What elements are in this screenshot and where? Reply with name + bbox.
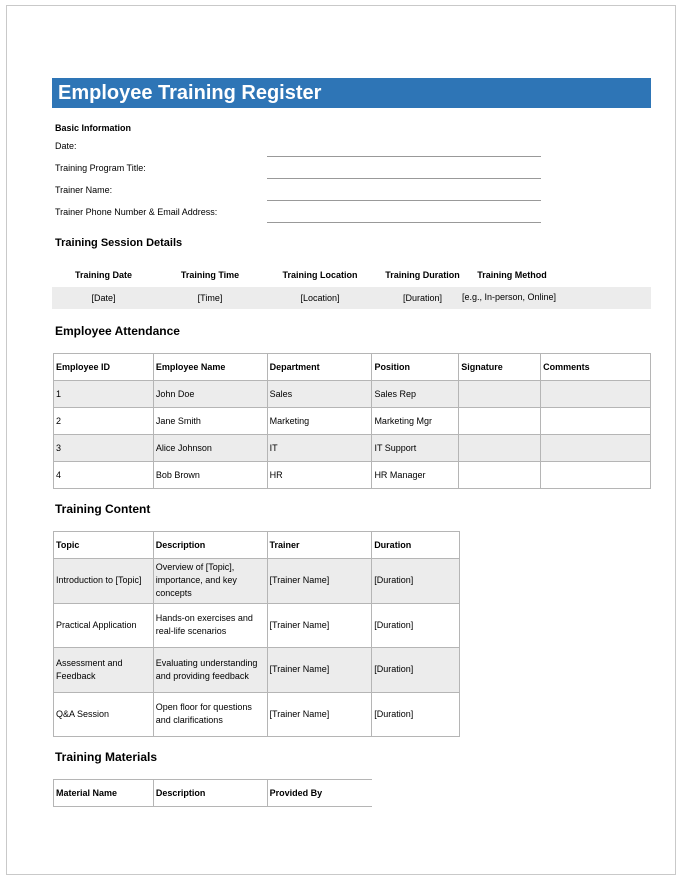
- signature-cell[interactable]: [459, 381, 541, 408]
- position-cell: Sales Rep: [372, 381, 459, 408]
- program-title-label: Training Program Title:: [55, 163, 146, 173]
- description-cell: Overview of [Topic], importance, and key concepts: [153, 559, 267, 604]
- materials-header-row: [54, 780, 373, 807]
- employee-name-cell: Alice Johnson: [153, 435, 267, 462]
- topic-cell: Q&A Session: [54, 692, 154, 737]
- col-material-description: Description: [153, 780, 267, 807]
- training-content-heading: Training Content: [55, 502, 151, 516]
- department-cell: HR: [267, 462, 372, 489]
- attendance-heading: Employee Attendance: [55, 324, 180, 338]
- col-description: Description: [153, 532, 267, 559]
- page-title: Employee Training Register: [52, 78, 651, 108]
- col-provided-by: Provided By: [267, 780, 372, 807]
- employee-id-cell: 1: [54, 381, 154, 408]
- col-employee-name: Employee Name: [153, 354, 267, 381]
- session-header-time: Training Time: [180, 270, 240, 280]
- table-row: [54, 648, 460, 693]
- trainer-contact-label: Trainer Phone Number & Email Address:: [55, 207, 218, 217]
- session-header-row: [52, 270, 651, 284]
- description-cell: Evaluating understanding and providing feedback: [153, 648, 267, 693]
- comments-cell[interactable]: [541, 381, 651, 408]
- trainer-name-field-line[interactable]: [267, 200, 541, 201]
- signature-cell[interactable]: [459, 435, 541, 462]
- col-position: Position: [372, 354, 459, 381]
- signature-cell[interactable]: [459, 462, 541, 489]
- col-department: Department: [267, 354, 372, 381]
- topic-cell: Practical Application: [54, 603, 154, 648]
- duration-cell: [Duration]: [372, 692, 460, 737]
- trainer-contact-field-line[interactable]: [267, 222, 541, 223]
- session-header-date: Training Date: [74, 270, 132, 280]
- col-duration: Duration: [372, 532, 460, 559]
- program-title-field-line[interactable]: [267, 178, 541, 179]
- signature-cell[interactable]: [459, 408, 541, 435]
- description-cell: Open floor for questions and clarifications: [153, 692, 267, 737]
- date-label: Date:: [55, 141, 77, 151]
- comments-cell[interactable]: [541, 435, 651, 462]
- trainer-cell: [Trainer Name]: [267, 692, 372, 737]
- department-cell: Sales: [267, 381, 372, 408]
- position-cell: IT Support: [372, 435, 459, 462]
- employee-name-cell: John Doe: [153, 381, 267, 408]
- employee-name-cell: Bob Brown: [153, 462, 267, 489]
- attendance-header-row: [54, 354, 651, 381]
- comments-cell[interactable]: [541, 462, 651, 489]
- table-row: [54, 603, 460, 648]
- session-duration: [Duration]: [402, 293, 443, 303]
- employee-id-cell: 2: [54, 408, 154, 435]
- position-cell: Marketing Mgr: [372, 408, 459, 435]
- employee-id-cell: 3: [54, 435, 154, 462]
- topic-cell: Assessment and Feedback: [54, 648, 154, 693]
- session-header-location: Training Location: [282, 270, 358, 280]
- content-header-row: [54, 532, 460, 559]
- table-row: [54, 435, 651, 462]
- topic-cell: Introduction to [Topic]: [54, 559, 154, 604]
- trainer-cell: [Trainer Name]: [267, 603, 372, 648]
- col-topic: Topic: [54, 532, 154, 559]
- session-header-duration: Training Duration: [385, 270, 460, 280]
- session-method: [e.g., In-person, Online]: [462, 292, 557, 302]
- training-content-table: [53, 531, 460, 737]
- attendance-table: [53, 353, 651, 489]
- table-row: [54, 408, 651, 435]
- session-header-method: Training Method: [477, 270, 547, 280]
- basic-info-heading: Basic Information: [55, 123, 132, 133]
- table-row: [54, 462, 651, 489]
- date-field-line[interactable]: [267, 156, 541, 157]
- session-data-row: [52, 287, 651, 309]
- col-material-name: Material Name: [54, 780, 154, 807]
- duration-cell: [Duration]: [372, 559, 460, 604]
- session-details-heading: Training Session Details: [55, 237, 183, 249]
- session-location: [Location]: [300, 293, 340, 303]
- comments-cell[interactable]: [541, 408, 651, 435]
- col-employee-id: Employee ID: [54, 354, 154, 381]
- training-materials-table: [53, 779, 372, 807]
- table-row: [54, 381, 651, 408]
- position-cell: HR Manager: [372, 462, 459, 489]
- employee-name-cell: Jane Smith: [153, 408, 267, 435]
- department-cell: Marketing: [267, 408, 372, 435]
- description-cell: Hands-on exercises and real-life scenarios: [153, 603, 267, 648]
- duration-cell: [Duration]: [372, 603, 460, 648]
- table-row: [54, 692, 460, 737]
- table-row: [54, 559, 460, 604]
- department-cell: IT: [267, 435, 372, 462]
- col-comments: Comments: [541, 354, 651, 381]
- trainer-cell: [Trainer Name]: [267, 648, 372, 693]
- session-time: [Time]: [197, 293, 223, 303]
- session-date: [Date]: [91, 293, 116, 303]
- col-trainer: Trainer: [267, 532, 372, 559]
- trainer-name-label: Trainer Name:: [55, 185, 113, 195]
- col-signature: Signature: [459, 354, 541, 381]
- training-materials-heading: Training Materials: [55, 750, 158, 764]
- trainer-cell: [Trainer Name]: [267, 559, 372, 604]
- duration-cell: [Duration]: [372, 648, 460, 693]
- employee-id-cell: 4: [54, 462, 154, 489]
